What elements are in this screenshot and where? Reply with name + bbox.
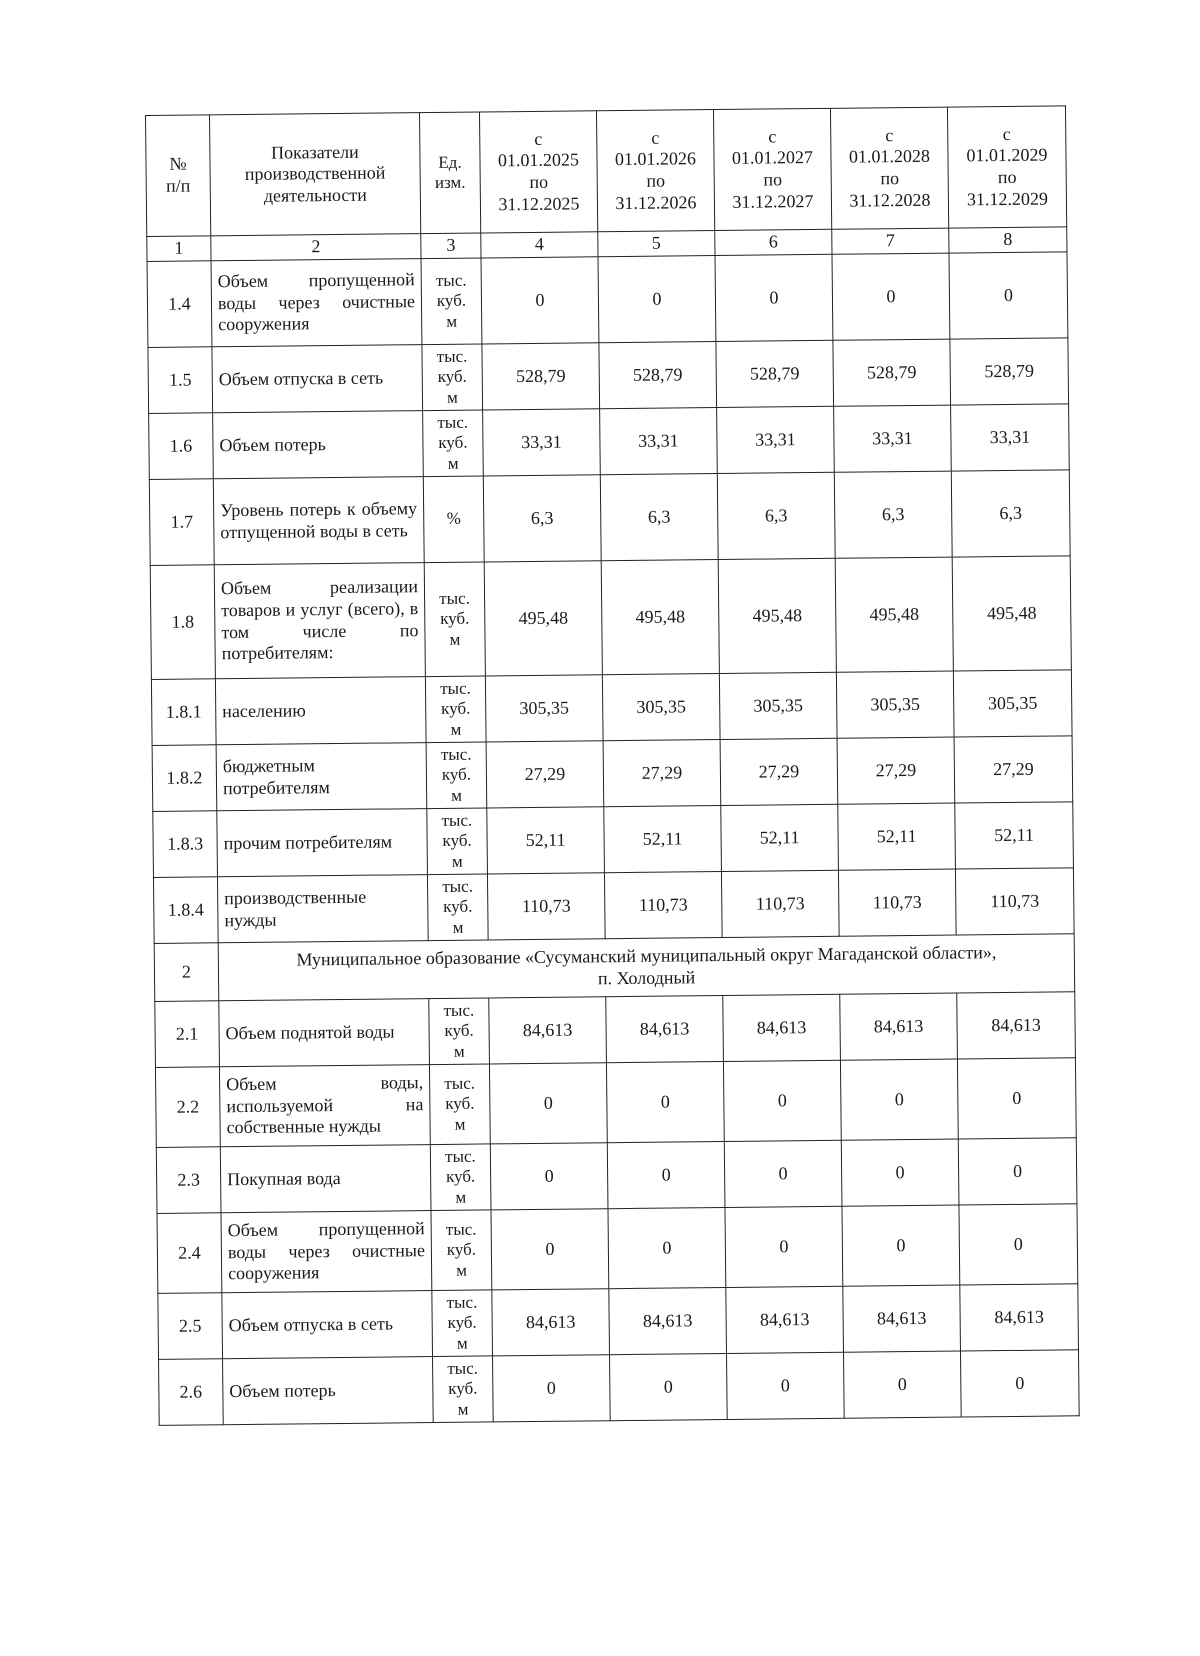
- value-cell: 52,11: [487, 807, 605, 874]
- value-cell: 0: [723, 1060, 841, 1141]
- unit-line: тыс.: [443, 1001, 475, 1021]
- value-cell: 495,48: [835, 557, 953, 672]
- table-row: [157, 1204, 1078, 1294]
- column-index-cell: 8: [949, 227, 1067, 253]
- unit-line: м: [450, 719, 462, 739]
- header-period-line: 01.01.2028: [848, 146, 931, 168]
- unit-line: куб.: [438, 433, 468, 453]
- row-number: 2.2: [155, 1067, 220, 1148]
- row-number: 2.4: [157, 1213, 222, 1294]
- header-indicator-line: Показатели: [270, 141, 359, 163]
- unit-line: м: [452, 917, 464, 937]
- value-cell: 110,73: [838, 869, 956, 936]
- unit-line: куб.: [447, 1313, 477, 1333]
- value-cell: 6,3: [717, 472, 835, 559]
- row-number: 2.3: [156, 1147, 221, 1214]
- value-cell: 495,48: [601, 560, 719, 675]
- header-indicator-line: производственной: [244, 162, 386, 185]
- value-cell: 0: [493, 1355, 611, 1422]
- value-cell: 110,73: [721, 870, 839, 937]
- value-cell: 0: [832, 253, 950, 340]
- unit-line: куб.: [441, 765, 472, 785]
- value-cell: 0: [491, 1209, 609, 1290]
- unit-line: м: [457, 1399, 469, 1419]
- unit-line: м: [455, 1187, 467, 1207]
- unit-cell: [429, 1064, 490, 1145]
- unit-line: м: [446, 387, 458, 407]
- value-cell: 0: [490, 1143, 608, 1210]
- value-cell: 0: [489, 1063, 607, 1144]
- unit-cell: [423, 476, 484, 563]
- header-period-line: по: [880, 168, 900, 189]
- value-cell: 0: [715, 254, 833, 341]
- indicator-name: Объем воды, используемой на собственные нужды: [219, 1065, 430, 1147]
- indicator-name: Объем пропущенной воды через очистные сооружения: [211, 259, 422, 347]
- unit-cell: [427, 874, 488, 941]
- row-number: 1.6: [149, 413, 214, 480]
- header-period-line: 01.01.2026: [614, 148, 697, 170]
- column-index-cell: 5: [598, 231, 715, 257]
- unit-line: тыс.: [435, 271, 467, 291]
- unit-line: тыс.: [445, 1220, 477, 1240]
- header-num-line: п/п: [165, 175, 191, 196]
- value-cell: 0: [843, 1351, 961, 1418]
- header-period-line: по: [646, 170, 666, 191]
- value-cell: 0: [960, 1350, 1079, 1417]
- unit-line: м: [453, 1041, 465, 1061]
- unit-cell: [426, 742, 487, 809]
- value-cell: 0: [842, 1205, 960, 1286]
- indicator-name: производственные нужды: [217, 875, 428, 943]
- table-row: [152, 736, 1073, 812]
- unit-line: тыс.: [440, 745, 472, 765]
- value-cell: 6,3: [483, 475, 601, 562]
- value-cell: 52,11: [604, 806, 722, 873]
- value-cell: 495,48: [484, 561, 602, 676]
- indicator-name: прочим потребителям: [217, 809, 428, 877]
- unit-line: м: [454, 1114, 466, 1134]
- header-period-line: 31.12.2025: [498, 193, 580, 214]
- table-row: [147, 252, 1068, 348]
- production-indicators-table: [145, 105, 1080, 1426]
- row-number: 1.4: [147, 261, 212, 348]
- value-cell: 84,613: [609, 1287, 727, 1354]
- table-row: [148, 338, 1069, 414]
- table-row: [158, 1284, 1079, 1360]
- unit-line: тыс.: [447, 1359, 479, 1379]
- row-number: 2.1: [155, 1001, 220, 1068]
- unit-line: куб.: [448, 1379, 478, 1399]
- column-index-cell: 2: [211, 234, 421, 261]
- row-number: 1.8.2: [152, 745, 217, 812]
- unit-line: тыс.: [441, 811, 473, 831]
- column-index-cell: 6: [715, 229, 832, 255]
- value-cell: 27,29: [954, 736, 1073, 803]
- row-number: 1.8.3: [153, 811, 218, 878]
- value-cell: 495,48: [952, 556, 1071, 671]
- value-cell: 305,35: [953, 670, 1072, 737]
- unit-line: м: [456, 1260, 468, 1280]
- row-number: 2: [154, 943, 219, 1002]
- unit-cell: [427, 808, 488, 875]
- header-period-line: 01.01.2029: [966, 144, 1048, 166]
- header-period: [479, 111, 597, 233]
- header-period-line: с: [1002, 123, 1011, 144]
- value-cell: 84,613: [726, 1286, 844, 1353]
- value-cell: 0: [724, 1140, 842, 1207]
- unit-line: м: [449, 629, 461, 649]
- value-cell: 33,31: [717, 406, 835, 473]
- header-period-line: с: [651, 127, 660, 148]
- unit-cell: [424, 562, 485, 677]
- unit-line: тыс.: [444, 1147, 476, 1167]
- value-cell: 84,613: [843, 1285, 961, 1352]
- value-cell: 84,613: [840, 993, 958, 1060]
- table-row: [149, 470, 1070, 566]
- header-period-line: по: [763, 169, 783, 190]
- header-period-line: с: [885, 124, 894, 146]
- table-row: [156, 1138, 1077, 1214]
- header-period-line: 01.01.2027: [731, 147, 814, 169]
- value-cell: 84,613: [960, 1284, 1079, 1351]
- value-cell: 0: [840, 1059, 958, 1140]
- value-cell: 33,31: [600, 408, 718, 475]
- value-cell: 0: [958, 1138, 1077, 1205]
- unit-line: куб.: [446, 1240, 477, 1260]
- unit-line: м: [451, 785, 463, 805]
- table-row: [149, 404, 1070, 480]
- table-row: [151, 670, 1072, 746]
- value-cell: 27,29: [486, 741, 604, 808]
- value-cell: 52,11: [721, 804, 839, 871]
- value-cell: 110,73: [604, 872, 722, 939]
- value-cell: 33,31: [483, 409, 601, 476]
- value-cell: 0: [598, 256, 716, 343]
- column-index-cell: 1: [147, 236, 211, 262]
- value-cell: 27,29: [603, 740, 721, 807]
- value-cell: 528,79: [950, 338, 1069, 405]
- value-cell: 0: [725, 1206, 843, 1287]
- value-cell: 110,73: [487, 873, 605, 940]
- unit-line: тыс.: [440, 679, 471, 699]
- section-title: [218, 934, 1075, 1001]
- value-cell: 6,3: [951, 470, 1070, 557]
- value-cell: 6,3: [834, 471, 952, 558]
- header-period: [596, 110, 714, 232]
- unit-line: куб.: [445, 1167, 476, 1187]
- header-period-line: по: [529, 171, 549, 192]
- unit-cell: [423, 410, 484, 477]
- unit-line: куб.: [442, 831, 472, 851]
- header-period-line: по: [997, 166, 1017, 188]
- value-cell: 495,48: [718, 558, 836, 673]
- column-index-cell: 4: [481, 232, 598, 258]
- unit-cell: [422, 344, 483, 411]
- unit-line: куб.: [437, 367, 467, 387]
- unit-line: тыс.: [437, 413, 469, 433]
- value-cell: 27,29: [837, 737, 955, 804]
- value-cell: 0: [481, 257, 599, 344]
- unit-line: %: [446, 509, 461, 529]
- header-period-line: с: [534, 128, 543, 149]
- value-cell: 528,79: [716, 340, 834, 407]
- section-title-line: п. Холодный: [597, 966, 696, 988]
- row-number: 1.8.4: [153, 877, 218, 944]
- table-row: [153, 868, 1074, 944]
- unit-line: тыс.: [446, 1293, 478, 1313]
- value-cell: 110,73: [955, 868, 1074, 935]
- header-period-line: 31.12.2029: [966, 188, 1049, 209]
- unit-line: м: [446, 311, 458, 331]
- value-cell: 0: [959, 1204, 1078, 1285]
- value-cell: 0: [607, 1141, 725, 1208]
- table-header-row: [146, 106, 1067, 237]
- unit-line: тыс.: [442, 877, 474, 897]
- header-period-line: 01.01.2025: [497, 149, 580, 171]
- indicator-name: Покупная вода: [220, 1145, 431, 1213]
- unit-line: м: [447, 453, 459, 473]
- table-row: [159, 1350, 1080, 1426]
- value-cell: 0: [949, 252, 1068, 339]
- value-cell: 0: [957, 1058, 1076, 1139]
- value-cell: 84,613: [723, 994, 841, 1061]
- value-cell: 0: [841, 1139, 959, 1206]
- header-unit-line: изм.: [434, 172, 466, 192]
- row-number: 1.5: [148, 347, 213, 414]
- indicator-name: Объем отпуска в сеть: [212, 345, 423, 413]
- section-row: [154, 934, 1075, 1002]
- value-cell: 84,613: [606, 995, 724, 1062]
- value-cell: 6,3: [600, 474, 718, 561]
- row-number: 2.6: [159, 1359, 224, 1426]
- row-number: 1.8: [150, 565, 215, 680]
- row-number: 1.8.1: [151, 679, 216, 746]
- value-cell: 528,79: [482, 343, 600, 410]
- row-number: 1.7: [149, 479, 214, 566]
- header-period-line: 31.12.2028: [849, 189, 931, 211]
- unit-cell: [430, 1144, 491, 1211]
- header-unit: [419, 112, 480, 234]
- value-cell: 0: [606, 1061, 724, 1142]
- unit-line: куб.: [445, 1094, 475, 1114]
- unit-line: тыс.: [439, 589, 471, 609]
- header-num-line: №: [169, 153, 187, 175]
- value-cell: 0: [608, 1207, 726, 1288]
- header-period-line: 31.12.2026: [615, 191, 697, 213]
- indicator-name: Объем пропущенной воды через очистные сооружения: [221, 1211, 432, 1293]
- unit-line: куб.: [436, 291, 467, 311]
- unit-line: м: [451, 851, 463, 871]
- row-number: 2.5: [158, 1293, 223, 1360]
- unit-cell: [425, 676, 486, 743]
- indicator-name: Объем отпуска в сеть: [222, 1291, 433, 1359]
- table-row: [155, 1058, 1076, 1148]
- indicator-name: Объем поднятой воды: [219, 999, 430, 1067]
- indicator-name: Объем реализации товаров и услуг (всего), в том числе по потребителям:: [214, 563, 425, 679]
- unit-line: м: [456, 1333, 468, 1353]
- value-cell: 305,35: [602, 674, 720, 741]
- indicator-name: населению: [215, 677, 426, 745]
- value-cell: 52,11: [838, 803, 956, 870]
- header-indicator: [210, 113, 421, 236]
- value-cell: 52,11: [955, 802, 1074, 869]
- unit-line: куб.: [441, 699, 471, 719]
- value-cell: 33,31: [951, 404, 1070, 471]
- header-period: [713, 108, 831, 230]
- unit-line: тыс.: [436, 347, 468, 367]
- unit-cell: [432, 1290, 493, 1357]
- header-num: [146, 115, 211, 237]
- column-index-cell: 7: [832, 228, 949, 254]
- unit-cell: [429, 998, 490, 1065]
- table-row: [155, 992, 1076, 1068]
- unit-line: куб.: [443, 897, 473, 917]
- value-cell: 27,29: [720, 738, 838, 805]
- indicator-name: Объем потерь: [213, 411, 424, 479]
- header-period: [947, 106, 1066, 228]
- value-cell: 305,35: [836, 671, 954, 738]
- header-indicator-line: деятельности: [263, 184, 367, 206]
- value-cell: 305,35: [485, 675, 603, 742]
- value-cell: 0: [610, 1353, 728, 1420]
- indicator-name: Объем потерь: [223, 1357, 434, 1425]
- table-row: [150, 556, 1071, 680]
- unit-line: тыс.: [444, 1074, 476, 1094]
- value-cell: 305,35: [719, 672, 837, 739]
- header-unit-line: Ед.: [438, 152, 462, 172]
- indicator-name: Уровень потерь к объему отпущенной воды в сеть: [213, 477, 424, 565]
- value-cell: 84,613: [957, 992, 1076, 1059]
- value-cell: 0: [727, 1352, 845, 1419]
- table-row: [153, 802, 1074, 878]
- value-cell: 33,31: [834, 405, 952, 472]
- unit-cell: [421, 258, 482, 345]
- column-index-cell: 3: [421, 233, 481, 259]
- document-sheet: [145, 105, 1079, 1426]
- header-period-line: с: [768, 126, 777, 147]
- section-title-line: Муниципальное образование «Сусуманский муниципальный округ Магаданской области»,: [296, 942, 997, 970]
- value-cell: 528,79: [833, 339, 951, 406]
- unit-cell: [431, 1210, 492, 1291]
- value-cell: 84,613: [492, 1289, 610, 1356]
- unit-line: куб.: [444, 1021, 474, 1041]
- indicator-name: бюджетным потребителям: [216, 743, 427, 811]
- value-cell: 84,613: [489, 997, 607, 1064]
- header-period-line: 31.12.2027: [732, 190, 814, 212]
- unit-line: куб.: [440, 609, 470, 629]
- unit-cell: [433, 1356, 494, 1423]
- value-cell: 528,79: [599, 342, 717, 409]
- header-period: [830, 107, 948, 229]
